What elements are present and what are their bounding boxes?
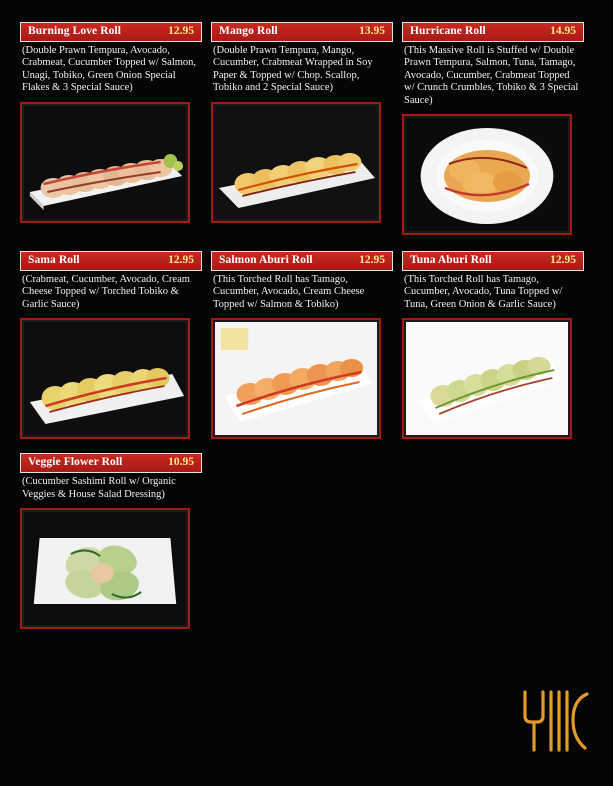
menu-item-name: Hurricane Roll bbox=[410, 25, 486, 37]
menu-item-photo-frame bbox=[20, 102, 190, 223]
menu-item-title-bar bbox=[211, 22, 393, 42]
menu-item-price: 13.95 bbox=[359, 25, 385, 37]
menu-item-photo-frame bbox=[211, 102, 381, 223]
menu-item-description: (This Massive Roll is Stuffed w/ Double Prawn Tempura, Salmon, Tuna, Tamago, Avocado, Cucumber, Crabmeat Topped w/ Crunch Crumbles, Tobiko & 3 Special Sauce) bbox=[404, 45, 579, 106]
menu-item-price: 12.95 bbox=[168, 25, 194, 37]
menu-item-name: Tuna Aburi Roll bbox=[410, 254, 492, 267]
menu-item-photo-frame bbox=[20, 508, 190, 629]
menu-item-name: Sama Roll bbox=[28, 254, 80, 267]
menu-item-title-bar bbox=[20, 251, 202, 271]
burning-love-roll-photo bbox=[24, 106, 186, 219]
sama-roll-photo bbox=[24, 322, 186, 435]
menu-item-salmon-aburi-roll bbox=[211, 251, 401, 439]
menu-item-mango-roll bbox=[211, 22, 401, 235]
menu-item-tuna-aburi-roll bbox=[402, 251, 592, 439]
menu-item-title-bar bbox=[402, 251, 584, 271]
menu-item-title-bar bbox=[20, 453, 202, 473]
menu-item-price: 12.95 bbox=[359, 254, 385, 267]
menu-item-price: 12.95 bbox=[168, 254, 194, 267]
menu-item-title-bar bbox=[402, 22, 584, 42]
menu-item-title-bar bbox=[20, 22, 202, 42]
menu-item-sama-roll bbox=[20, 251, 210, 439]
menu-item-description: (This Torched Roll has Tamago, Cucumber, Avocado, Cream Cheese Topped w/ Salmon & Tobiko) bbox=[213, 274, 365, 310]
menu-item-veggie-flower-roll bbox=[20, 453, 210, 629]
menu-item-price: 10.95 bbox=[168, 456, 194, 469]
menu-item-photo-frame bbox=[402, 114, 572, 235]
menu-item-name: Veggie Flower Roll bbox=[28, 456, 123, 469]
menu-item-price: 12.95 bbox=[550, 254, 576, 267]
mango-roll-photo bbox=[215, 106, 377, 219]
menu-item-description: (Cucumber Sashimi Roll w/ Organic Veggies & House Salad Dressing) bbox=[22, 476, 176, 500]
hurricane-roll-photo bbox=[406, 118, 568, 231]
menu-item-name: Mango Roll bbox=[219, 25, 278, 37]
menu-item-price: 14.95 bbox=[550, 25, 576, 37]
menu-item-description: (Double Prawn Tempura, Mango, Cucumber, Crabmeat Wrapped in Soy Paper & Topped w/ Chop. Scallop, Tobiko and 2 Special Sauce) bbox=[213, 45, 373, 94]
tuna-aburi-roll-photo bbox=[406, 322, 568, 435]
menu-item-hurricane-roll bbox=[402, 22, 592, 235]
menu-item-description: (Crabmeat, Cucumber, Avocado, Cream Cheese Topped w/ Torched Tobiko & Garlic Sauce) bbox=[22, 274, 190, 310]
menu-grid bbox=[20, 22, 593, 645]
menu-item-photo-frame bbox=[402, 318, 572, 439]
salmon-aburi-roll-photo bbox=[215, 322, 377, 435]
menu-item-name: Salmon Aburi Roll bbox=[219, 254, 313, 267]
menu-item-name: Burning Love Roll bbox=[28, 25, 122, 37]
menu-item-description: (Double Prawn Tempura, Avocado, Crabmeat, Cucumber Topped w/ Salmon, Unagi, Tobiko, Green Onion Special Flakes & 3 Special Sauce) bbox=[22, 45, 197, 94]
menu-item-description: (This Torched Roll has Tamago, Cucumber, Avocado, Tuna Topped w/ Tuna, Green Onion & Garlic Sauce) bbox=[404, 274, 563, 310]
menu-item-burning-love-roll bbox=[20, 22, 210, 235]
veggie-flower-roll-photo bbox=[24, 512, 186, 625]
menu-item-photo-frame bbox=[211, 318, 381, 439]
menu-item-photo-frame bbox=[20, 318, 190, 439]
fork-knife-logo-icon bbox=[517, 686, 591, 756]
menu-item-title-bar bbox=[211, 251, 393, 271]
